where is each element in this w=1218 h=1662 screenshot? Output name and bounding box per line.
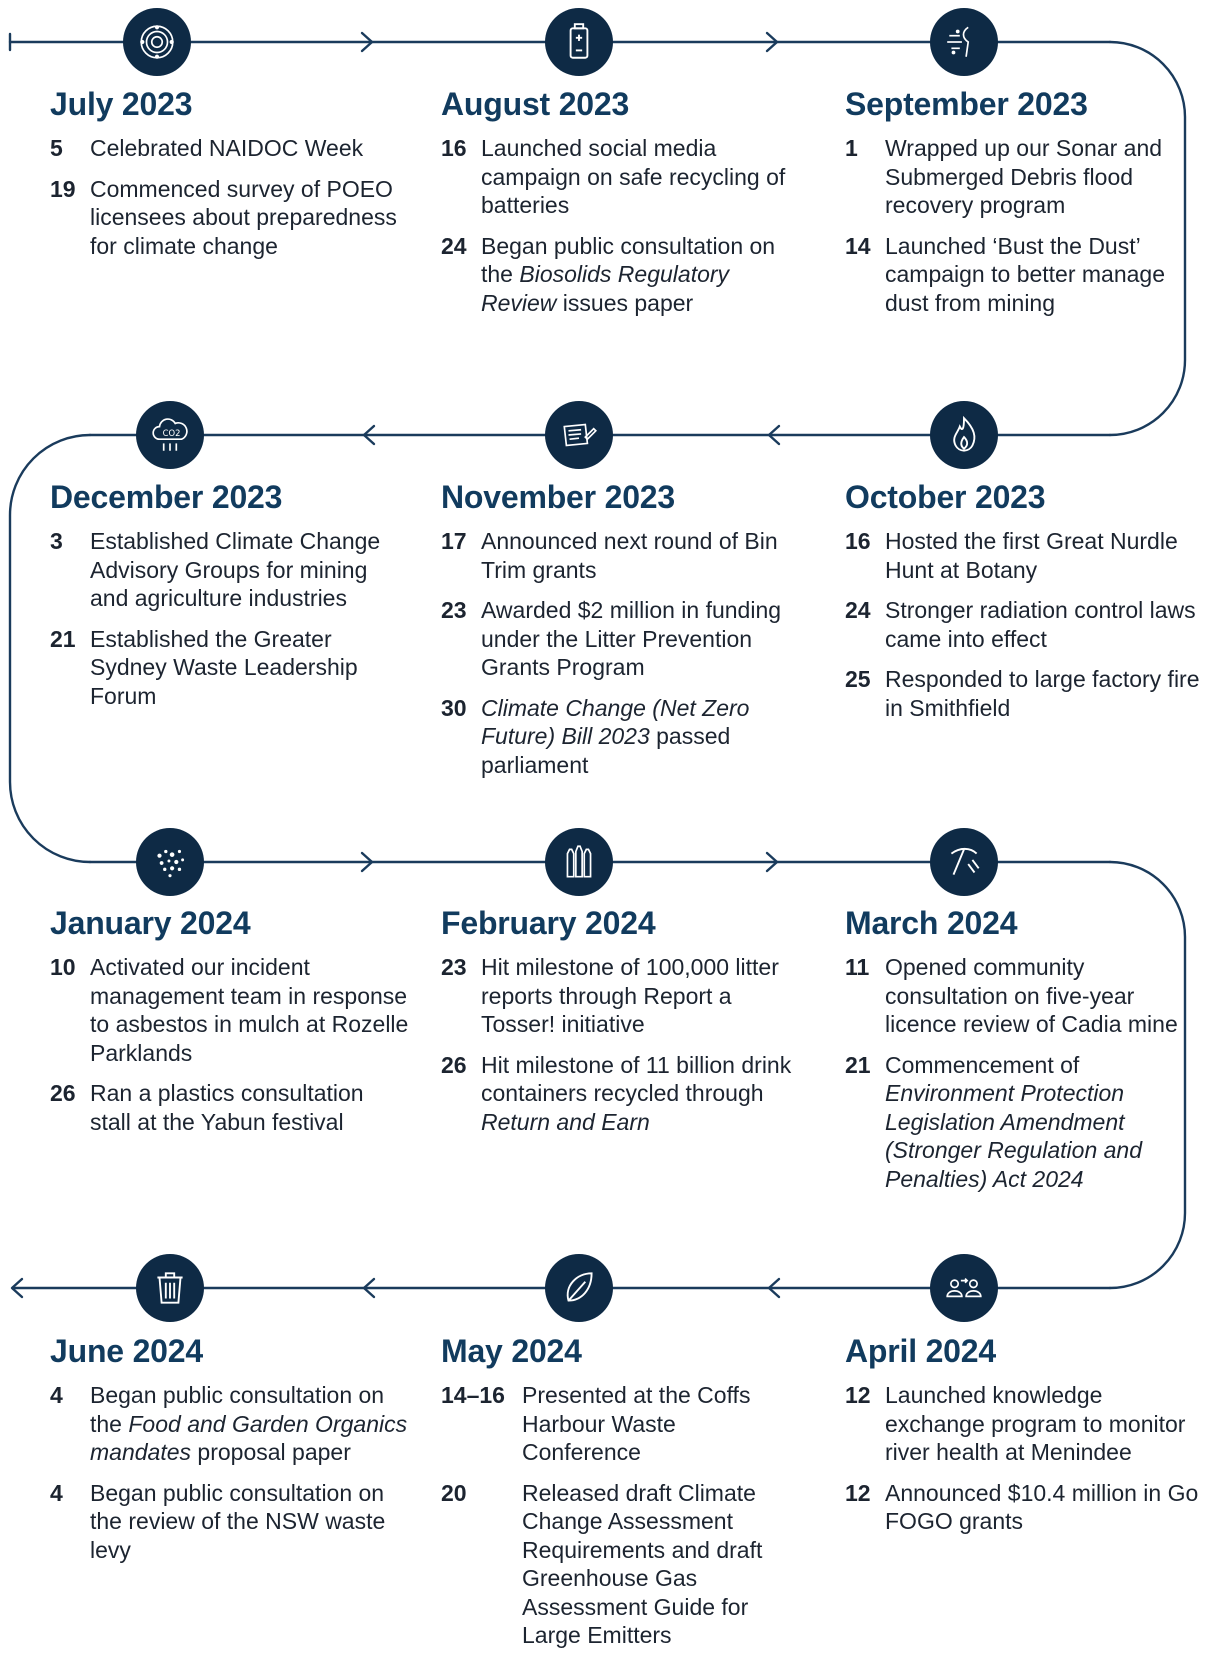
month-title: August 2023 <box>441 86 630 122</box>
entry-day: 24 <box>441 232 467 259</box>
entry-day: 4 <box>50 1382 63 1408</box>
entry-day: 3 <box>50 528 63 554</box>
entry-text-segment: Celebrated NAIDOC Week <box>90 135 364 161</box>
timeline-entry <box>845 1381 1205 1467</box>
timeline-entry <box>845 596 1205 653</box>
entry-text <box>481 596 801 682</box>
timeline-entry <box>441 953 801 1039</box>
entry-text-segment: Launched knowledge exchange program to monitor river health at Menindee <box>885 1382 1186 1465</box>
entry-text-segment: Activated our incident management team in response to asbestos in mulch at Rozelle Parklands <box>90 954 409 1066</box>
entry-text-segment: Presented at the Coffs Harbour Waste Conference <box>522 1382 751 1465</box>
entry-text <box>522 1479 801 1650</box>
month-april-2024 <box>845 1333 1205 1548</box>
dust-wind-icon <box>930 8 998 76</box>
entry-day: 5 <box>50 135 63 161</box>
timeline-entry <box>50 134 410 163</box>
entry-text <box>885 527 1205 584</box>
entry-day: 23 <box>441 597 467 623</box>
timeline-entry <box>50 1479 410 1565</box>
month-january-2024 <box>50 905 410 1148</box>
month-october-2023 <box>845 479 1205 734</box>
entry-text <box>90 134 410 163</box>
month-title: November 2023 <box>441 479 675 515</box>
entry-day: 12 <box>845 1479 871 1506</box>
entry-day: 21 <box>845 1051 871 1078</box>
timeline-entry <box>441 596 801 682</box>
entry-day: 24 <box>845 597 871 623</box>
month-title: February 2024 <box>441 905 656 941</box>
entry-day: 26 <box>441 1051 467 1078</box>
timeline-entry <box>50 175 410 261</box>
entry-text-segment: Established Climate Change Advisory Groups for mining and agriculture industries <box>90 528 381 611</box>
entry-text-segment: passed parliament <box>481 723 731 778</box>
entry-text-italic: Biosolids Regulatory Review <box>481 261 730 316</box>
month-title: September 2023 <box>845 86 1088 122</box>
entry-text <box>90 1381 410 1467</box>
naidoc-icon <box>123 8 191 76</box>
timeline-entry <box>50 1381 410 1467</box>
entry-text <box>90 625 410 711</box>
entry-day: 1 <box>845 135 858 161</box>
month-september-2023 <box>845 86 1205 329</box>
timeline-entry <box>845 1479 1205 1536</box>
fire-icon <box>930 401 998 469</box>
entry-text-segment: proposal paper <box>191 1439 351 1465</box>
entry-text <box>481 694 801 780</box>
month-june-2024 <box>50 1333 410 1576</box>
entry-text-segment: Announced $10.4 million in Go FOGO grants <box>885 1479 1199 1534</box>
entry-text <box>90 1079 410 1136</box>
entry-text <box>481 1051 801 1137</box>
timeline-entry <box>50 527 410 613</box>
people-exchange-icon <box>930 1254 998 1322</box>
timeline-entry <box>845 134 1205 220</box>
timeline-entry <box>50 953 410 1067</box>
month-title: December 2023 <box>50 479 283 515</box>
entry-text-segment: Hosted the first Great Nurdle Hunt at Botany <box>885 528 1178 583</box>
entry-day: 25 <box>845 666 871 692</box>
entry-text-segment: Announced next round of Bin Trim grants <box>481 528 778 583</box>
timeline-entry <box>441 1479 801 1650</box>
timeline-entry <box>50 625 410 711</box>
entry-text-segment: Hit milestone of 100,000 litter reports through Report a Tosser! initiative <box>481 954 779 1037</box>
entry-text-segment: Hit milestone of 11 billion drink containers recycled through <box>481 1051 792 1106</box>
entry-text-segment: Stronger radiation control laws came into effect <box>885 597 1196 652</box>
entry-day: 19 <box>50 175 76 202</box>
timeline-entry <box>845 1051 1205 1194</box>
entry-text-segment: Began public consultation on the <box>90 1382 385 1437</box>
entry-day: 21 <box>50 625 76 652</box>
entry-day: 16 <box>845 528 871 554</box>
entry-text-italic: Return and Earn <box>481 1108 650 1135</box>
month-title: October 2023 <box>845 479 1046 515</box>
entry-text <box>885 953 1205 1039</box>
entry-text-segment: Commencement of <box>885 1051 1080 1078</box>
entry-text-segment: Responded to large factory fire in Smithfield <box>885 666 1200 721</box>
bin-icon <box>136 1254 204 1322</box>
entry-text <box>90 175 410 261</box>
entry-text <box>885 596 1205 653</box>
document-pen-icon <box>545 401 613 469</box>
timeline-entry <box>50 1079 410 1136</box>
entry-text <box>885 1479 1205 1536</box>
timeline-entry <box>441 232 801 318</box>
timeline-entry <box>441 694 801 780</box>
month-december-2023 <box>50 479 410 722</box>
entry-text-segment: Ran a plastics consultation stall at the Yabun festival <box>90 1080 364 1135</box>
timeline-entry <box>441 527 801 584</box>
month-title: April 2024 <box>845 1333 996 1369</box>
timeline-entry <box>845 665 1205 722</box>
entry-text <box>885 232 1205 318</box>
month-february-2024 <box>441 905 801 1148</box>
entry-text-segment: Opened community consultation on five-year licence review of Cadia mine <box>885 954 1178 1037</box>
entry-day: 30 <box>441 694 467 721</box>
entry-text-segment: Began public consultation on the <box>481 232 776 287</box>
entry-text-segment: Commenced survey of POEO licensees about preparedness for climate change <box>90 175 397 259</box>
month-november-2023 <box>441 479 801 791</box>
mining-pick-icon <box>930 828 998 896</box>
co2-cloud-icon <box>136 401 204 469</box>
entry-text <box>885 134 1205 220</box>
timeline-entry <box>441 134 801 220</box>
month-title: July 2023 <box>50 86 193 122</box>
entry-day: 10 <box>50 954 76 980</box>
timeline-entry <box>845 953 1205 1039</box>
entry-text-segment: Established the Greater Sydney Waste Leadership Forum <box>90 625 358 709</box>
month-july-2023 <box>50 86 410 272</box>
entry-text <box>90 1479 410 1565</box>
entry-text-italic: Environment Protection Legislation Amendment (Stronger Regulation and Penalties) Act 2024 <box>885 1080 1142 1192</box>
entry-text-segment: issues paper <box>556 289 694 316</box>
entry-text-segment: Began public consultation on the review of the NSW waste levy <box>90 1479 386 1563</box>
entry-day: 23 <box>441 954 467 980</box>
bottles-icon <box>545 828 613 896</box>
entry-text-segment: Awarded $2 million in funding under the Litter Prevention Grants Program <box>481 597 782 680</box>
entry-day: 16 <box>441 135 467 161</box>
month-august-2023 <box>441 86 801 329</box>
month-title: June 2024 <box>50 1333 203 1369</box>
entry-day: 26 <box>50 1080 76 1106</box>
month-may-2024 <box>441 1333 801 1662</box>
entry-day: 14–16 <box>441 1382 505 1408</box>
entry-text <box>522 1381 801 1467</box>
entry-day: 17 <box>441 528 467 554</box>
entry-day: 14 <box>845 232 871 259</box>
month-title: January 2024 <box>50 905 251 941</box>
entry-text <box>90 953 410 1067</box>
entry-text <box>885 1051 1205 1194</box>
leaf-icon <box>545 1254 613 1322</box>
entry-text-italic: Food and Garden Organics mandates <box>90 1410 408 1465</box>
timeline-entry <box>441 1051 801 1137</box>
entry-text-segment: Launched ‘Bust the Dust’ campaign to better manage dust from mining <box>885 232 1166 316</box>
entry-text-segment: Released draft Climate Change Assessment Requirements and draft Greenhouse Gas Assessment Guide for Large Emitters <box>522 1479 763 1648</box>
month-title: March 2024 <box>845 905 1018 941</box>
entry-text-segment: Wrapped up our Sonar and Submerged Debris flood recovery program <box>885 135 1163 218</box>
entry-text <box>481 527 801 584</box>
entry-day: 12 <box>845 1382 871 1408</box>
entry-text <box>90 527 410 613</box>
entry-text <box>481 134 801 220</box>
entry-text <box>481 232 801 318</box>
timeline-entry <box>441 1381 801 1467</box>
battery-icon <box>545 8 613 76</box>
entry-text-segment: Launched social media campaign on safe recycling of batteries <box>481 135 786 218</box>
timeline-entry <box>845 527 1205 584</box>
entry-day: 4 <box>50 1479 63 1506</box>
entry-text <box>885 665 1205 722</box>
month-march-2024 <box>845 905 1205 1205</box>
timeline-entry <box>845 232 1205 318</box>
entry-text <box>481 953 801 1039</box>
entry-day: 11 <box>845 954 870 980</box>
svg-text:CO2: CO2 <box>162 428 181 439</box>
entry-day: 20 <box>441 1479 467 1506</box>
entry-text-italic: Climate Change (Net Zero Future) Bill 2023 <box>481 694 750 749</box>
asbestos-particles-icon <box>136 828 204 896</box>
month-title: May 2024 <box>441 1333 582 1369</box>
entry-text <box>885 1381 1205 1467</box>
